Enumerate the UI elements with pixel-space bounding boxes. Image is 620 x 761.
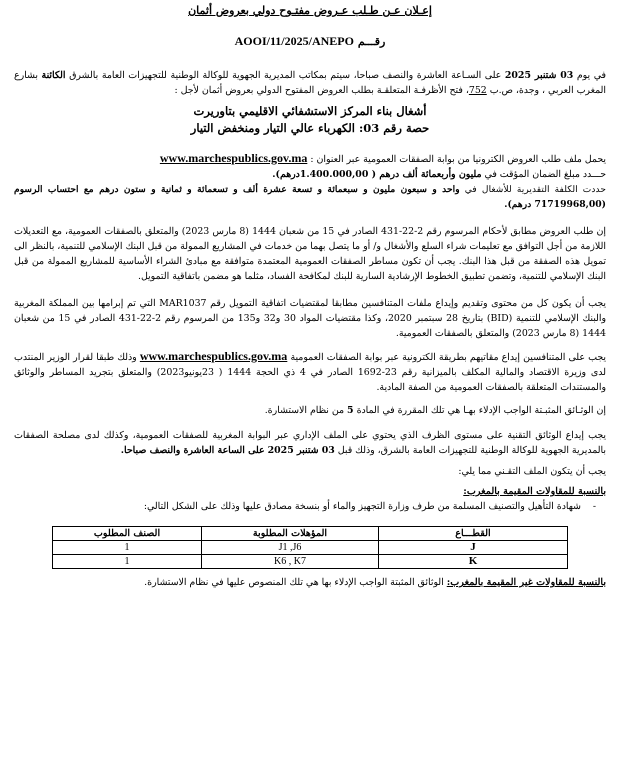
reference-code: AOOI/11/2025/ANEPO	[234, 34, 354, 48]
opening-text-e: بشارع المغرب العربي ، وجدة، ص.ب	[14, 70, 606, 96]
row1-category: 1	[53, 541, 202, 555]
opening-text-c: على السـاعة العاشرة والنصف صباحا، سيتم بمكاتب المديرية الجهوية للوكالة الوطنية للتجهيزات العامة بالشرق	[69, 70, 502, 81]
po-box-number: 752	[468, 85, 487, 96]
resident-bullet	[14, 499, 606, 514]
opening-text-a: في يوم	[576, 70, 607, 81]
article-number: 5	[347, 405, 354, 416]
opening-date: 03 شتنبر 2025	[504, 70, 574, 81]
required-docs-paragraph	[14, 403, 606, 418]
resident-companies-heading: بالنسبة للمقاولات المقيمة بالمغرب:	[463, 486, 606, 497]
project-title-line2: حصة رقم 03: الكهرباء عالي التيار ومنخفض التيار	[190, 121, 430, 135]
download-paragraph	[14, 151, 606, 167]
reference-label: رقـــم	[357, 35, 386, 48]
row2-sector: K	[379, 555, 568, 569]
dossier-paragraph: يجب أن يكون كل من محتوى وتقديم وإيداع ملفات المتنافسين مطابقا لمقتضيات اتفاقية التمويل رقم MAR1037 التي تم إبرامها بين المملكة المغربية والبنك الإسلامي للتنمية (BID) بتاريخ 28 سبتمبر 2020، وكذا مقتضيات المواد 30 و32 و135 من المرسوم رقم 2-22-431 الصادر في 15 من شعبان 1444 (8 مارس 2023) والمتعلق بالصفقات العمومية.	[14, 298, 607, 339]
row2-category: 1	[53, 555, 202, 569]
guarantee-text: حـــدد مبلغ الضمان المؤقت في	[484, 169, 606, 180]
opening-text-g: ، فتح الأظرفـة المتعلقـة بطلب العروض المفتوح الدولي بعروض أثمان لأجل :	[174, 85, 469, 96]
deposit-time: على الساعة العاشرة والنصف صباحا.	[120, 445, 265, 456]
header-sector: القطـــاع	[379, 527, 568, 541]
opening-text-d: الكائنة	[41, 70, 66, 81]
table-header-row	[53, 527, 568, 541]
estimate-text: حددت الكلفة التقديرية للأشغال في	[464, 184, 606, 195]
guarantee-amount: مليون وأربعمائة ألف درهم ( 1.400.000,00درهم).	[272, 169, 482, 180]
electronic-deposit-paragraph	[14, 349, 606, 395]
technical-file-paragraph: يجب أن يتكون الملف التقـني مما يلي:	[458, 466, 606, 477]
row1-sector: J	[379, 541, 568, 555]
required-docs-text-a: إن الوثـائق المثبـتة الواجب الإدلاء بهـا هي تلك المقررة في المادة	[356, 405, 606, 416]
header-category: الصنف المطلوب	[53, 527, 202, 541]
deposit-paragraph	[14, 428, 606, 458]
nonresident-heading: بالنسبة للمقاولات غير المقيمة بالمغرب:	[446, 577, 606, 588]
table-row	[53, 555, 568, 569]
resident-bullet-text: شهادة التأهيل والتصنيف المسلمة من طرف وزارة التجهيز والماء أو بنسخة مصادق عليها وذلك على الشكل التالي:	[143, 501, 581, 512]
deposit-date: 03 شتنبر 2025	[267, 445, 335, 456]
header-qualifications: المؤهلات المطلوبة	[202, 527, 379, 541]
row1-qualifications: J1 ,J6	[202, 541, 379, 555]
table-row	[53, 541, 568, 555]
marchespublics-link-2[interactable]: www.marchespublics.gov.ma	[139, 349, 288, 363]
compliance-paragraph: إن طلب العروض مطابق لأحكام المرسوم رقم 2-22-431 الصادر في 15 من شعبان 1444 (8 مارس 2023) والمتعلق بالصفقات العمومية، مع التعديلات اللازمة من أجل التوافق مع تعليمات شراء السلع والأشغال و/ أو ما يتصل بهما من خدمات في المشاريع الممولة من قبل البنك الإسلامي للتنمية، بالنظر الى تمويل هذه الصفقة من قبل هذا البنك. يجب أن تكون مساطر الصفقات العمومية المعتمدة متوافقة مع مبادئ الشراء الأساسية للمشاريع الممولة من قبل البنك الإسلامي للتنمية، وتضمن تطبيق الخطوط الإرشادية السارية للبنك لمكافحة الفساد، مثلما هو مضمن باتفاقية التمويل.	[14, 226, 606, 282]
estimate-paragraph	[14, 182, 606, 212]
row2-qualifications: K6 , K7	[202, 555, 379, 569]
qualification-table	[52, 526, 568, 569]
download-text: يحمل ملف طلب العروض الكترونيا من بوابة الصفقات العمومية عبر العنوان :	[310, 154, 606, 165]
electronic-text-a: يجب على المتنافسين إيداع مقاتيهم بطريقة الكترونية عبر بوابة الصفقات العمومية	[290, 352, 606, 363]
announcement-title: إعـلان عـن طـلب عـروض مفتـوح دولي بعروض أثمان	[188, 4, 432, 17]
guarantee-paragraph	[14, 167, 606, 182]
bullet-dash: -	[580, 501, 596, 512]
reference-line	[14, 35, 606, 48]
deposit-text-a: يجب إيداع الوثائق التقنية على مستوى الظرف الذي يحتوي على الملف الإداري عبر البوابة المغربية للصفقات العمومية، وكذلك لدى مصلحة الصفقات بالمديرية الجهوية للوكالة الوطنية للتجهيزات العامة بالشرق، وذلك قبل	[14, 430, 606, 456]
electronic-text-b: وذلك طبقا لقرار الوزير المنتدب لدى وزيرة الاقتصاد والمالية المكلف بالميزانية رقم 23-1692 الصادر في 4 ذي الحجة 1444 ( 23يونيو2023) والمتعلق بتجريد المساطر والوثائق والمستندات المتعلقة بالصفقات العمومية من الصفة المادية.	[14, 352, 606, 393]
project-title-line1: أشغال بناء المركز الاستشفائي الاقليمي بتاوريرت	[193, 104, 427, 118]
opening-paragraph	[14, 68, 606, 98]
estimate-amount: واحد و سبعون مليون و سبعمائة و تسعة عشرة ألف و تسعمائة و ثمانية و ستون درهم مع احتساب الرسوم (71719968,00 درهم).	[14, 184, 606, 210]
nonresident-paragraph	[14, 575, 606, 590]
marchespublics-link[interactable]: www.marchespublics.gov.ma	[159, 151, 308, 165]
required-docs-text-c: من نظام الاستشارة.	[264, 405, 345, 416]
nonresident-text: الوثائق المثبتة الواجب الإدلاء بها هي تلك المنصوص عليها في نظام الاستشارة.	[144, 577, 444, 588]
